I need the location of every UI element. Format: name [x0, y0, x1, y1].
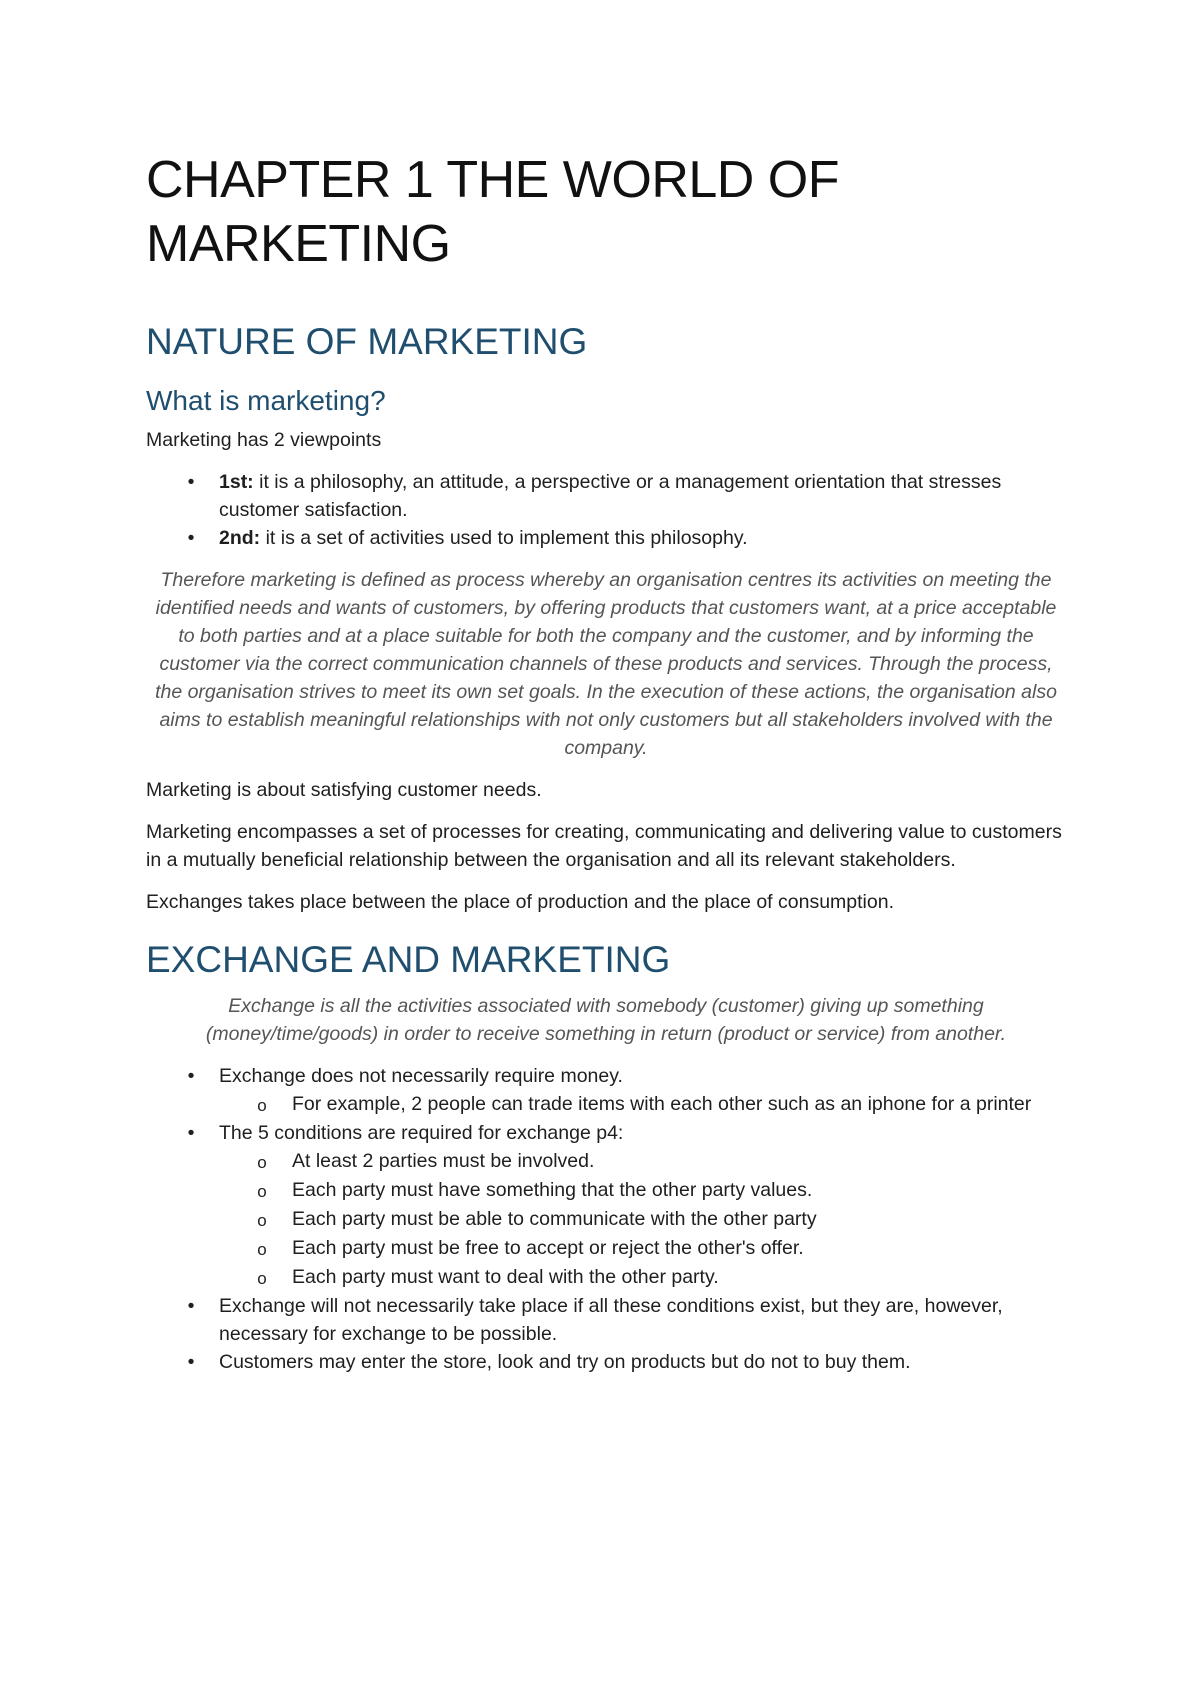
section-heading-exchange-and-marketing: EXCHANGE AND MARKETING [146, 939, 671, 980]
list-item-label: 1st: [219, 471, 254, 493]
sub-list-item [219, 1263, 1066, 1292]
bullet-icon: • [187, 1351, 195, 1373]
list-item [146, 1119, 1066, 1292]
section-heading-nature-of-marketing: NATURE OF MARKETING [146, 321, 588, 362]
list-item [146, 1348, 1066, 1376]
sub-bullet-icon: o [257, 1269, 267, 1288]
sub-list-item-text: Each party must have something that the other party values. [292, 1179, 813, 1201]
sub-list-item-text: Each party must be able to communicate with the other party [292, 1208, 817, 1230]
viewpoints-list [146, 468, 1066, 552]
intro-paragraph: Marketing has 2 viewpoints [146, 429, 382, 451]
list-item-text: it is a philosophy, an attitude, a perspective or a management orientation that stresses customer satisfaction. [219, 471, 1002, 521]
list-item-text: it is a set of activities used to implement this philosophy. [260, 527, 748, 549]
sub-bullet-icon: o [257, 1182, 267, 1201]
sub-list-item [219, 1234, 1066, 1263]
sub-list-item [219, 1176, 1066, 1205]
sub-list-item [219, 1205, 1066, 1234]
paragraph: Marketing is about satisfying customer needs. [146, 779, 542, 801]
sub-list-item-text: Each party must want to deal with the other party. [292, 1266, 719, 1288]
sub-list [219, 1147, 1066, 1292]
sub-bullet-icon: o [257, 1096, 267, 1115]
sub-list [219, 1090, 1066, 1119]
marketing-definition-quote: Therefore marketing is defined as process whereby an organisation centres its activities on meeting the identified needs and wants of customers, by offering products that customers want, at a price acceptable to both parties and at a place suitable for both the company and the customer, and by informing the customer via the correct communication channels of these products and services. Through the process, the organisation strives to meet its own set goals. In the execution of these actions, the organisation also aims to establish meaningful relationships with not only customers but all stakeholders involved with the company. [155, 569, 1057, 759]
list-item [146, 468, 1066, 524]
paragraph: Marketing encompasses a set of processes for creating, communicating and delivering value to customers in a mutually beneficial relationship between the organisation and all its relevant stakeholders. [146, 821, 1062, 871]
exchange-list [146, 1062, 1066, 1376]
sub-list-item [219, 1090, 1066, 1119]
list-item [146, 1292, 1066, 1348]
sub-list-item-text: At least 2 parties must be involved. [292, 1150, 595, 1172]
exchange-definition-quote: Exchange is all the activities associated with somebody (customer) giving up something (money/time/goods) in order to receive something in return (product or service) from another. [205, 995, 1007, 1045]
sub-bullet-icon: o [257, 1153, 267, 1172]
bullet-icon: • [187, 471, 195, 493]
list-item [146, 524, 1066, 552]
list-item-text: Customers may enter the store, look and try on products but do not to buy them. [219, 1351, 911, 1373]
sub-list-item [219, 1147, 1066, 1176]
bullet-icon: • [187, 1295, 195, 1317]
sub-list-item-text: Each party must be free to accept or reject the other's offer. [292, 1237, 804, 1259]
document-page [146, 148, 1066, 1376]
list-item-text: Exchange will not necessarily take place if all these conditions exist, but they are, however, necessary for exchange to be possible. [219, 1295, 1003, 1345]
chapter-title: CHAPTER 1 THE WORLD OF MARKETING [146, 151, 840, 273]
bullet-icon: • [187, 1065, 195, 1087]
sub-list-item-text: For example, 2 people can trade items with each other such as an iphone for a printer [292, 1093, 1032, 1115]
list-item-text: Exchange does not necessarily require money. [219, 1065, 623, 1087]
sub-bullet-icon: o [257, 1211, 267, 1230]
bullet-icon: • [187, 527, 195, 549]
list-item [146, 1062, 1066, 1119]
subheading-what-is-marketing: What is marketing? [146, 385, 386, 416]
list-item-label: 2nd: [219, 527, 261, 549]
sub-bullet-icon: o [257, 1240, 267, 1259]
paragraph: Exchanges takes place between the place of production and the place of consumption. [146, 891, 894, 913]
bullet-icon: • [187, 1122, 195, 1144]
list-item-text: The 5 conditions are required for exchange p4: [219, 1122, 624, 1144]
